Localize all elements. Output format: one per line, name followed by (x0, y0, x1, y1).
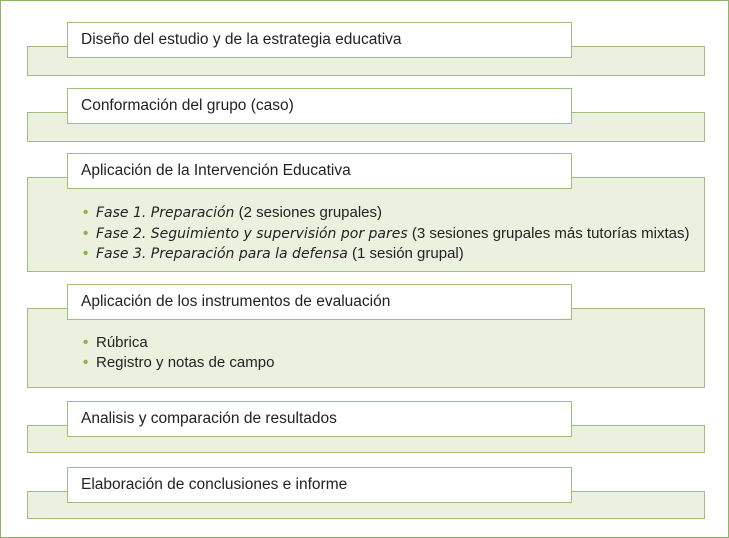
step-conclusions-report (27, 467, 705, 522)
step-group-formation (27, 88, 705, 143)
list-item (83, 353, 274, 373)
instrument-label: Rúbrica (96, 334, 148, 351)
phase-name: Fase 3. Preparación para la defensa (96, 246, 348, 262)
step-educational-intervention (27, 153, 705, 273)
phase-name: Fase 1. Preparación (96, 205, 235, 221)
step-results-analysis (27, 401, 705, 456)
step-title: Aplicación de la Intervención Educativa (67, 153, 572, 189)
step-title: Analisis y comparación de resultados (67, 401, 572, 437)
phase-name: Fase 2. Seguimiento y supervisión por pares (96, 225, 408, 242)
phase-list (83, 203, 689, 265)
phase-detail: (2 sesiones grupales) (234, 204, 383, 221)
step-title: Conformación del grupo (caso) (67, 88, 572, 124)
phase-detail: (3 sesiones grupales más tutorías mixtas) (407, 224, 690, 242)
instrument-list (83, 333, 274, 372)
list-item (83, 224, 689, 245)
step-study-design (27, 22, 705, 77)
list-item (83, 244, 689, 265)
step-title: Elaboración de conclusiones e informe (67, 467, 572, 503)
step-evaluation-instruments (27, 284, 705, 389)
instrument-label: Registro y notas de campo (96, 353, 275, 371)
list-item (83, 203, 689, 224)
step-title: Diseño del estudio y de la estrategia educativa (67, 22, 572, 58)
phase-detail: (1 sesión grupal) (347, 245, 464, 262)
step-title: Aplicación de los instrumentos de evaluación (67, 284, 572, 320)
list-item (83, 333, 274, 353)
